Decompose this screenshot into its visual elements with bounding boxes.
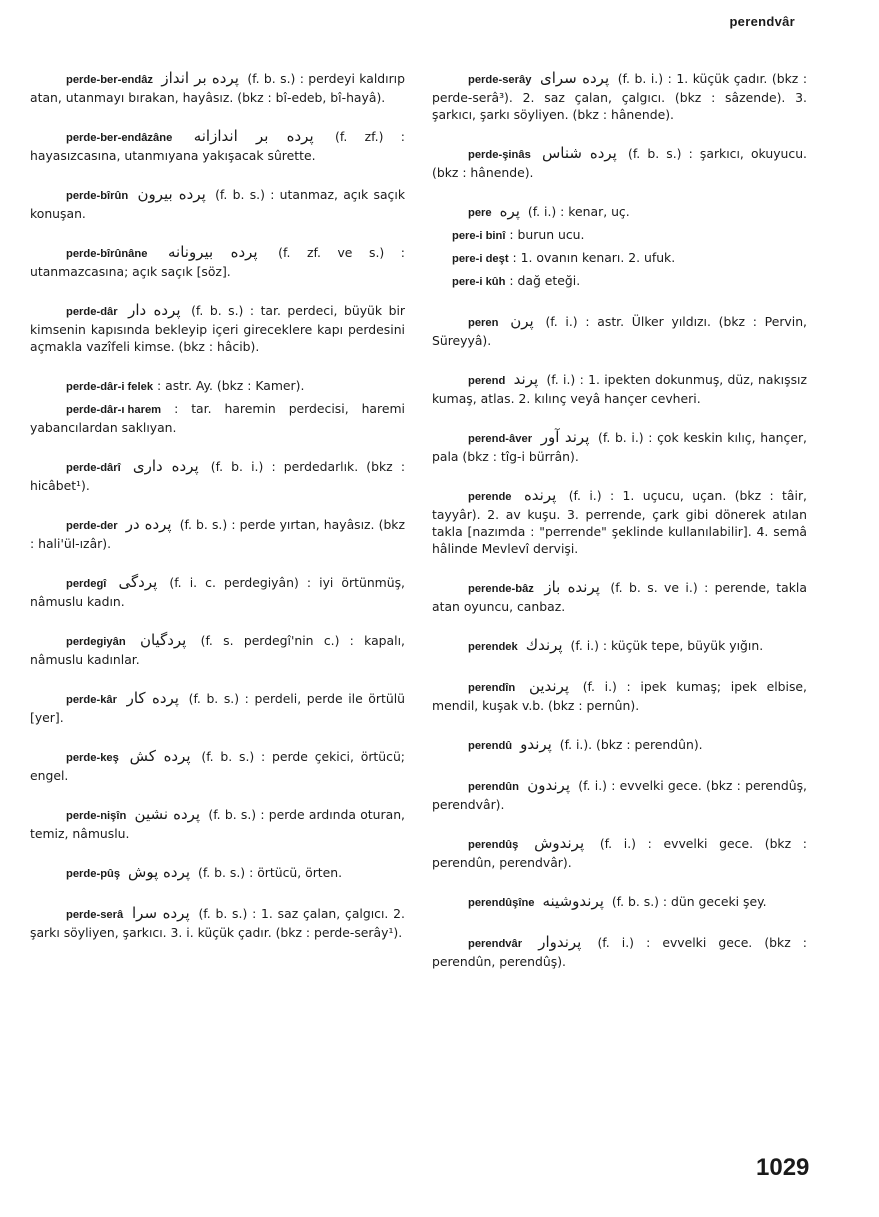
arabic-script: پردگى [118, 573, 158, 591]
dictionary-entry [432, 371, 807, 407]
arabic-script: پرنده [523, 486, 557, 504]
headword: perende [468, 491, 512, 503]
entry-indent [30, 377, 153, 396]
dictionary-entry [30, 905, 405, 941]
entry-indent [432, 678, 515, 697]
dictionary-entry [432, 678, 807, 714]
dictionary-entry [432, 70, 807, 123]
headword: perde-nişîn [66, 810, 127, 822]
dictionary-entry [432, 226, 807, 245]
dictionary-entry [30, 632, 405, 668]
headword: perde-pûş [66, 868, 121, 880]
dictionary-entry [432, 487, 807, 557]
definition: (f. b. s.) : tar. perdeci, büyük bir kimsenin kapısında bekleyip içeri gireceklere kapı perdesini açmakla vazîfeli kimse. (bkz : hâcib). [30, 303, 405, 354]
arabic-script: پرده دار [128, 301, 181, 319]
headword: perde-dâr-i felek [66, 381, 154, 393]
definition: (f. s. perdegî'nin c.) : kapalı, nâmuslu kadınlar. [30, 633, 405, 667]
entry-indent [432, 313, 498, 332]
dictionary-entry [30, 186, 405, 222]
headword: perde-keş [66, 752, 119, 764]
arabic-script: پرندوار [538, 933, 582, 951]
dictionary-entry [432, 637, 807, 656]
dictionary-entry [30, 458, 405, 494]
entry-indent [432, 145, 531, 164]
entry-indent [30, 400, 161, 419]
arabic-script: پرندك [525, 636, 563, 654]
headword: perendûşîne [468, 897, 535, 909]
dictionary-entry [30, 864, 405, 883]
headword: perendûn [468, 781, 519, 793]
dictionary-entry [30, 302, 405, 355]
headword: perde-serâ [66, 909, 124, 921]
dictionary-entry [432, 579, 807, 615]
definition: (f. b. s.) : utanmaz, açık saçık konuşan. [30, 187, 405, 221]
arabic-script: پرندون [527, 776, 570, 794]
arabic-script: پرده كار [126, 689, 179, 707]
dictionary-entry [30, 516, 405, 552]
definition: (f. zf. ve s.) : utanmazcasına; açık saçık [söz]. [30, 245, 405, 279]
arabic-script: پرده در [125, 515, 172, 533]
entry-indent [432, 249, 509, 268]
definition: (f. i.) : küçük tepe, büyük yığın. [570, 638, 764, 653]
entry-indent [30, 244, 147, 263]
dictionary-entry [30, 748, 405, 784]
entry-indent [432, 70, 531, 89]
dictionary-entry [30, 690, 405, 726]
headword: perde-ber-endâz [66, 74, 154, 86]
dictionary-entry [432, 272, 807, 291]
dictionary-entry [432, 249, 807, 268]
dictionary-entry [432, 736, 807, 755]
arabic-script: پرده بيرون [137, 185, 206, 203]
headword: pere-i kûh [452, 276, 506, 288]
definition: (f. b. s.) : 1. saz çalan, çalgıcı. 2. şarkı söyliyen, şarkıcı. 3. i. küçük çadır. (bkz : perde-serây¹). [30, 906, 405, 940]
dictionary-entry [432, 313, 807, 349]
dictionary-entry [432, 145, 807, 181]
entry-indent [432, 487, 512, 506]
definition: : dağ eteği. [509, 273, 581, 288]
arabic-script: پرده بر اندازانه [193, 127, 314, 145]
definition: (f. i.) : 1. uçucu, uçan. (bkz : tâir, tayyâr). 2. av kuşu. 3. perrende, çark gibi dönerek atılan takla [nazımda : "perrende" şeklinde kullanılabilir]. 4. semâ hâlinde Mevlevî dervişi. [432, 488, 807, 556]
arabic-script: پره [499, 202, 520, 220]
entry-indent [30, 186, 128, 205]
headword: pere-i deşt [452, 253, 509, 265]
headword: perde-ber-endâzâne [66, 132, 173, 144]
dictionary-entry [30, 574, 405, 610]
arabic-script: پرده بيرونانه [168, 243, 258, 261]
entry-indent [30, 806, 126, 825]
definition: : tar. haremin perdecisi, haremi yabancılardan saklıyan. [30, 401, 405, 435]
dictionary-entry [432, 777, 807, 813]
arabic-script: پردگيان [139, 631, 187, 649]
headword: perde-serây [468, 74, 532, 86]
headword: perde-der [66, 520, 118, 532]
definition: (f. b. s.) : şarkıcı, okuyucu. (bkz : hânende). [432, 146, 807, 180]
arabic-script: پرندوش [534, 834, 585, 852]
entry-indent [30, 864, 120, 883]
arabic-script: پرده كش [129, 747, 191, 765]
headword: perde-dârî [66, 462, 121, 474]
definition: (f. i.) : evvelki gece. (bkz : perendûn, perendûş). [432, 935, 807, 969]
arabic-script: پرده بر انداز [161, 69, 239, 87]
definition: (f. i. c. perdegiyân) : iyi örtünmüş, nâmuslu kadın. [30, 575, 405, 609]
dictionary-entry [432, 934, 807, 970]
dictionary-entry [432, 429, 807, 465]
definition: (f. b. s.) : perde çekici, örtücü; engel. [30, 749, 405, 783]
headword: perde-şinâs [468, 149, 531, 161]
headword: perdegî [66, 578, 107, 590]
arabic-script: پرده پوش [128, 863, 191, 881]
arabic-script: پرده نشين [134, 805, 201, 823]
definition: (f. i.) : evvelki gece. (bkz : perendûn, perendvâr). [432, 836, 807, 870]
entry-indent [432, 371, 505, 390]
entry-indent [30, 128, 172, 147]
definition: (f. b. i.) : perdedarlık. (bkz : hicâbet¹). [30, 459, 405, 493]
headword: perend-âver [468, 433, 533, 445]
entry-indent [30, 458, 121, 477]
dictionary-entry [432, 203, 807, 222]
arabic-script: پرندو [520, 735, 552, 753]
arabic-script: پرن [510, 312, 534, 330]
entry-indent [432, 777, 519, 796]
entry-indent [432, 226, 505, 245]
headword: perende-bâz [468, 583, 534, 595]
entry-indent [432, 203, 492, 222]
arabic-script: پرند [513, 370, 539, 388]
definition: (f. b. s.) : örtücü, örten. [198, 865, 343, 880]
arabic-script: پرنده باز [544, 578, 600, 596]
definition: (f. i.) : evvelki gece. (bkz : perendûş, perendvâr). [432, 778, 807, 812]
definition: (f. zf.) : hayasızcasına, utanmıyana yakışacak sûrette. [30, 129, 405, 163]
entry-indent [432, 637, 518, 656]
dictionary-entry [30, 806, 405, 842]
dictionary-entry [30, 377, 405, 396]
entry-indent [30, 70, 153, 89]
definition: (f. b. i.) : 1. küçük çadır. (bkz : perde-serâ³). 2. saz çalan, çalgıcı. (bkz : sâzende). 3. şarkıcı, şarkı söyliyen. (bkz : hânende). [432, 71, 807, 122]
arabic-script: پرندين [528, 677, 570, 695]
entry-indent [30, 302, 118, 321]
definition: (f. i.) : ipek kumaş; ipek elbise, mendil, kuşak v.b. (bkz : pernûn). [432, 679, 807, 713]
definition: : burun ucu. [509, 227, 585, 242]
entry-indent [30, 905, 123, 924]
arabic-script: پرده دارى [132, 457, 199, 475]
headword: perde-dâr [66, 306, 118, 318]
entry-indent [432, 429, 532, 448]
definition: (f. b. s.) : perdeli, perde ile örtülü [yer]. [30, 691, 405, 725]
definition: (f. b. s.) : dün geceki şey. [611, 894, 767, 909]
arabic-script: پرند آور [540, 428, 590, 446]
headword: perde-bîrûn [66, 190, 129, 202]
headword: perendîn [468, 682, 516, 694]
entry-indent [30, 574, 106, 593]
definition: (f. i.). (bkz : perendûn). [559, 737, 703, 752]
page-number: 1029 [756, 1154, 810, 1181]
entry-indent [432, 835, 518, 854]
headword: peren [468, 317, 499, 329]
definition: (f. b. s.) : perdeyi kaldırıp atan, utanmayı bırakan, hayâsız. (bkz : bî-edeb, bî-hayâ). [30, 71, 405, 105]
headword: pere [468, 207, 492, 219]
left-column [30, 70, 405, 963]
headword: perdegiyân [66, 636, 126, 648]
definition: (f. i.) : 1. ipekten dokunmuş, düz, nakışsız kumaş, atlas. 2. kılınç veyâ hançer cevheri. [432, 372, 807, 406]
dictionary-entry [30, 128, 405, 164]
definition: : astr. Ay. (bkz : Kamer). [157, 378, 305, 393]
arabic-script: پرندوشينه [542, 892, 604, 910]
entry-indent [30, 632, 126, 651]
headword: perendvâr [468, 938, 523, 950]
definition: (f. b. s. ve i.) : perende, takla atan oyuncu, canbaz. [432, 580, 807, 614]
right-column [432, 70, 807, 992]
definition: (f. i.) : kenar, uç. [527, 204, 630, 219]
headword: perde-dâr-ı harem [66, 404, 162, 416]
dictionary-entry [30, 70, 405, 106]
dictionary-entry [432, 893, 807, 912]
headword: perend [468, 375, 506, 387]
headword: perde-bîrûnâne [66, 248, 148, 260]
entry-indent [432, 934, 522, 953]
running-head: perendvâr [729, 14, 795, 29]
definition: (f. b. i.) : çok keskin kılıç, hançer, pala (bkz : tîg-i bürrân). [432, 430, 807, 464]
headword: perde-kâr [66, 694, 117, 706]
definition: (f. b. s.) : perde ardında oturan, temiz, nâmuslu. [30, 807, 405, 841]
arabic-script: پرده شناس [541, 144, 617, 162]
entry-indent [30, 516, 118, 535]
headword: pere-i binî [452, 230, 506, 242]
definition: (f. i.) : astr. Ülker yıldızı. (bkz : Pervin, Süreyyâ). [432, 314, 807, 348]
arabic-script: پرده سراى [540, 69, 610, 87]
headword: perendû [468, 740, 513, 752]
entry-indent [432, 893, 535, 912]
entry-indent [30, 690, 117, 709]
headword: perendek [468, 641, 518, 653]
dictionary-entry [30, 244, 405, 280]
dictionary-entry [432, 835, 807, 871]
entry-indent [432, 272, 505, 291]
dictionary-entry [30, 400, 405, 436]
entry-indent [432, 579, 534, 598]
headword: perendûş [468, 839, 519, 851]
entry-indent [30, 748, 119, 767]
entry-indent [432, 736, 512, 755]
arabic-script: پرده سرا [132, 904, 190, 922]
definition: (f. b. s.) : perde yırtan, hayâsız. (bkz : hali'ül-ızâr). [30, 517, 405, 551]
definition: : 1. ovanın kenarı. 2. ufuk. [512, 250, 676, 265]
